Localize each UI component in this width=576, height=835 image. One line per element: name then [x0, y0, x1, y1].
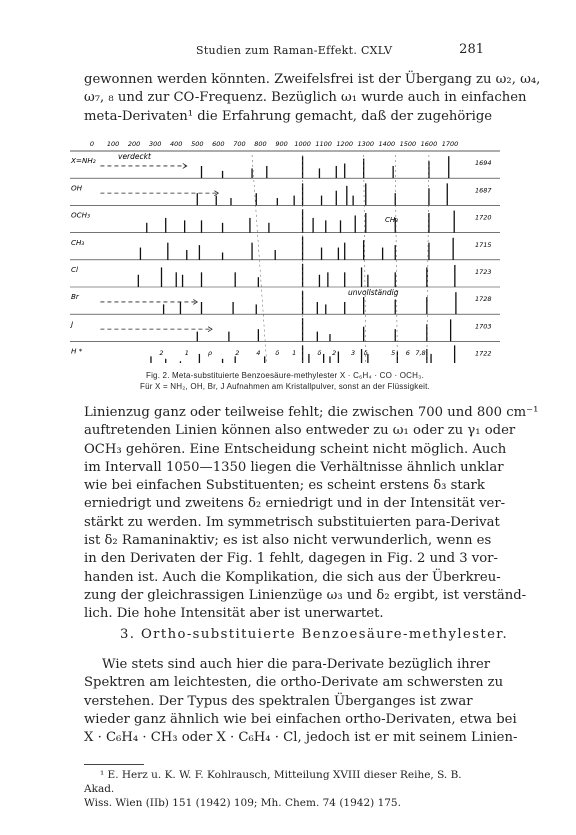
tick-label-top: 300 — [148, 140, 162, 148]
tick-label-top: 0 — [89, 140, 95, 148]
text-line: zung der gleichrassigen Linienzüge ω₃ und δ₂ ergibt, ist verständ- — [84, 587, 527, 603]
row-label: H * — [71, 346, 83, 356]
text-line: Spektren am leichtesten, die ortho-Derivate am schwersten zu — [84, 675, 504, 691]
tick-label-top: 1400 — [378, 140, 396, 148]
tick-label-top: 800 — [254, 140, 267, 148]
label-verdeckt: verdeckt — [118, 152, 151, 161]
spectral-lines — [100, 155, 455, 363]
row-co-frequency: 1722 — [475, 349, 492, 358]
text-line: wieder ganz ähnlich wie bei einfachen ortho-Derivaten, etwa bei — [84, 711, 517, 727]
tick-label-top: 900 — [275, 140, 288, 148]
mode-label: ρ — [207, 349, 212, 357]
mode-label: δ — [363, 349, 368, 357]
text-line: erniedrigt und zweitens δ₂ erniedrigt und in der Intensität ver- — [84, 496, 506, 512]
row-label: Cl — [71, 265, 79, 275]
row-label: CH₃ — [71, 237, 85, 247]
tick-label-top: 600 — [212, 140, 225, 148]
text-line: verstehen. Der Typus des spektralen Überganges ist zwar — [84, 693, 473, 709]
row-co-frequency: 1694 — [475, 159, 492, 168]
tick-label-top: 1100 — [315, 140, 332, 148]
label-unvollstaendig: unvollständig — [348, 288, 399, 297]
tick-label-top: 1300 — [357, 140, 375, 148]
mode-label: 6 — [405, 349, 410, 357]
mode-label: 1 — [292, 349, 297, 357]
tick-label-top: 700 — [233, 140, 246, 148]
row-label: OH — [71, 183, 83, 193]
text-line: Linienzug ganz oder teilweise fehlt; die zwischen 700 und 800 cm⁻¹ — [84, 405, 539, 420]
text-line: handen ist. Auch die Komplikation, die sich aus der Überkreu- — [84, 569, 501, 585]
row-label: J — [71, 319, 74, 329]
text-line: wie bei einfachen Substituenten; es scheint erstens δ₃ stark — [84, 478, 485, 494]
mode-label: 7,8 — [415, 349, 426, 357]
paragraph-2 — [84, 404, 539, 624]
label-ch3: CH₃ — [385, 216, 398, 224]
text-line: lich. Die hohe Intensität aber ist unerwartet. — [84, 606, 384, 622]
row-label: Br — [71, 292, 79, 302]
mode-label: δ — [317, 349, 322, 357]
caption-line-1: Fig. 2. Meta-substituierte Benzoesäure-methylester X · C₆H₄ · CO · OCH₃. — [145, 371, 424, 380]
tick-label-top: 400 — [170, 140, 183, 148]
tick-label-top: 100 — [106, 140, 120, 148]
text-line: ω₇, ₈ und zur CO-Frequenz. Bezüglich ω₁ wurde auch in einfachen — [84, 90, 527, 106]
raman-spectrum-diagram — [70, 137, 510, 363]
row-co-frequency: 1723 — [475, 268, 492, 277]
figure-caption — [84, 370, 486, 392]
text-line: stärkt zu werden. Im symmetrisch substituierten para-Derivat — [84, 514, 500, 530]
mode-label: 3 — [351, 349, 356, 357]
text-line: meta-Derivaten¹ die Erfahrung gemacht, daß der zugehörige — [84, 108, 493, 124]
text-line: OCH₃ gehören. Eine Entscheidung scheint nicht möglich. Auch — [84, 441, 507, 457]
mode-label: 5 — [391, 349, 396, 357]
text-line: in den Derivaten der Fig. 1 fehlt, dagegen in Fig. 2 und 3 vor- — [84, 551, 498, 567]
text-line: gewonnen werden könnten. Zweifelsfrei ist der Übergang zu ω₂, ω₄, — [84, 72, 541, 87]
row-co-frequency: 1720 — [475, 213, 492, 222]
mode-label: 2 — [332, 349, 337, 357]
text-line: X · C₆H₄ · CH₃ oder X · C₆H₄ · Cl, jedoch ist er mit seinem Linien- — [84, 730, 518, 746]
text-line: im Intervall 1050—1350 liegen die Verhältnisse ähnlich unklar — [84, 459, 504, 475]
row-co-frequency: 1715 — [475, 240, 492, 249]
raman-figure — [70, 137, 510, 367]
footnote-line-2: Wiss. Wien (IIb) 151 (1942) 109; Mh. Chem. 74 (1942) 175. — [84, 797, 401, 809]
diagram-frame — [70, 151, 500, 363]
footnote — [84, 768, 486, 810]
tick-label-top: 200 — [127, 140, 141, 148]
tick-label-top: 1700 — [441, 140, 459, 148]
row-co-frequency: 1687 — [475, 186, 492, 195]
text-line: Wie stets sind auch hier die para-Derivate bezüglich ihrer — [102, 657, 491, 672]
tick-label-top: 500 — [191, 140, 204, 148]
paragraph-1 — [84, 71, 541, 126]
mode-label: 2 — [159, 349, 164, 357]
axis-top-labels — [90, 140, 458, 148]
footnote-rule — [84, 764, 144, 765]
row-co-frequency: 1703 — [475, 322, 492, 331]
tick-label-top: 1500 — [399, 140, 417, 148]
row-label: X=NH₂ — [71, 156, 96, 166]
section-heading: 3. Ortho-substituierte Benzoesäure-methylester. — [120, 627, 509, 642]
tick-label-top: 1600 — [420, 140, 438, 148]
text-line: auftretenden Linien können also entweder zu ω₁ oder zu γ₁ oder — [84, 423, 516, 439]
row-label: OCH₃ — [71, 210, 90, 220]
paragraph-3 — [84, 656, 518, 747]
running-title: Studien zum Raman-Effekt. CXLV — [196, 44, 393, 57]
mode-label: 2 — [235, 349, 240, 357]
annotations — [118, 152, 399, 297]
text-line: ist δ₂ Ramaninaktiv; es ist also nicht verwunderlich, wenn es — [84, 533, 492, 549]
correlation-connector — [252, 155, 267, 363]
row-co-frequency: 1728 — [475, 295, 492, 304]
page-number: 281 — [459, 42, 484, 57]
spectrum-rows — [70, 156, 500, 357]
tick-label-top: 1000 — [294, 140, 311, 148]
tick-label-top: 1200 — [336, 140, 353, 148]
mode-label: δ — [275, 349, 280, 357]
mode-label: 4 — [256, 349, 261, 357]
mode-label: 1 — [184, 349, 189, 357]
footnote-line-1: ¹ E. Herz u. K. W. F. Kohlrausch, Mitteilung XVIII dieser Reihe, S. B. Akad. — [84, 769, 462, 795]
caption-line-2: Für X = NH₂, OH, Br, J Aufnahmen am Kristallpulver, sonst an der Flüssigkeit. — [140, 382, 430, 391]
